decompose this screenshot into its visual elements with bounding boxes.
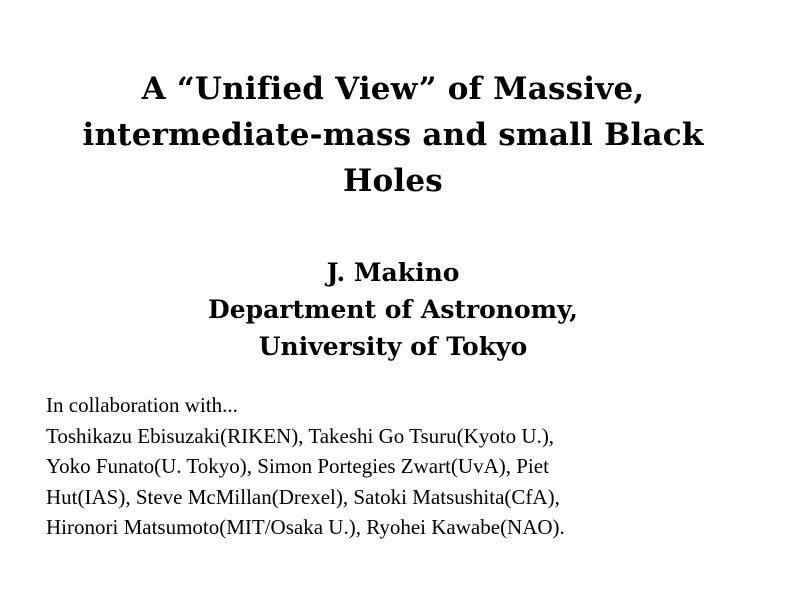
collaborators-line-1: Toshikazu Ebisuzaki(RIKEN), Takeshi Go Tsuru(Kyoto U.), [46, 423, 555, 448]
author-block [0, 254, 786, 365]
collaboration-text [46, 390, 766, 543]
author-name: J. Makino [326, 258, 460, 287]
title-line-3: Holes [343, 163, 443, 199]
title-line-1: A “Unified View” of Massive, [141, 71, 645, 107]
collaborators-line-4: Hironori Matsumoto(MIT/Osaka U.), Ryohei Kawabe(NAO). [46, 515, 565, 539]
author-university: University of Tokyo [258, 332, 528, 361]
title-line-2: intermediate-mass and small Black [82, 117, 704, 153]
collaboration-intro: In collaboration with... [46, 393, 238, 417]
collaborators-line-2: Yoko Funato(U. Tokyo), Simon Portegies Zwart(UvA), Piet [46, 454, 549, 478]
collaborators-line-3: Hut(IAS), Steve McMillan(Drexel), Satoki Matsushita(CfA), [46, 484, 560, 509]
slide-title [0, 66, 786, 204]
author-department: Department of Astronomy, [208, 295, 578, 324]
